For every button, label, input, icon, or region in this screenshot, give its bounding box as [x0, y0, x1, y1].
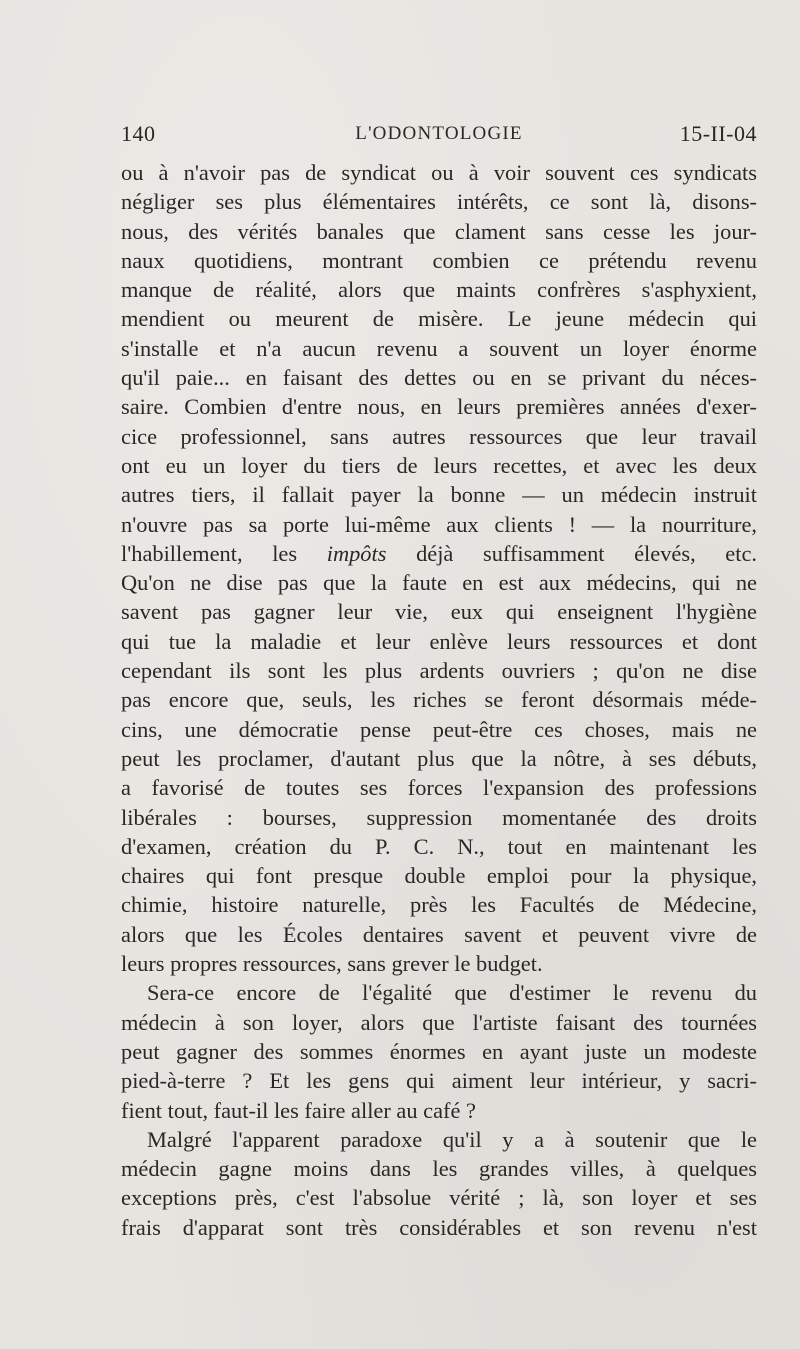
- text-line: n'ouvre pas sa porte lui-même aux clients ! — la nourriture,: [121, 511, 757, 537]
- text-line: ont eu un loyer du tiers de leurs recettes, et avec les deux: [121, 452, 757, 478]
- running-head: [121, 121, 757, 151]
- text-line: Sera-ce encore de l'égalité que d'estimer le revenu du: [147, 980, 757, 1006]
- text-line: libérales : bourses, suppression momentanée des droits: [121, 804, 757, 830]
- text-line: cins, une démocratie pense peut-être ces choses, mais ne: [121, 716, 757, 742]
- text-line: exceptions près, c'est l'absolue vérité ; là, son loyer et ses: [121, 1185, 757, 1211]
- text-line: peut gagner des sommes énormes en ayant juste un modeste: [121, 1038, 757, 1064]
- text-line: pied-à-terre ? Et les gens qui aiment leur intérieur, y sacri-: [121, 1068, 757, 1094]
- text-line: peut les proclamer, d'autant plus que la nôtre, à ses débuts,: [121, 745, 757, 771]
- text-line: pas encore que, seuls, les riches se feront désormais méde-: [121, 687, 757, 713]
- text-line: chimie, histoire naturelle, près les Facultés de Médecine,: [121, 892, 757, 918]
- text-line: Qu'on ne dise pas que la faute en est aux médecins, qui ne: [121, 570, 757, 596]
- text-line: ou à n'avoir pas de syndicat ou à voir souvent ces syndicats: [121, 160, 757, 185]
- text-line: qu'il paie... en faisant des dettes ou en se privant du néces-: [121, 365, 757, 391]
- text-line: a favorisé de toutes ses forces l'expansion des professions: [121, 775, 757, 801]
- text-line: saire. Combien d'entre nous, en leurs premières années d'exer-: [121, 394, 757, 420]
- text-line: d'examen, création du P. C. N., tout en maintenant les: [121, 833, 757, 859]
- italic-word: impôts: [326, 540, 387, 566]
- text-line: alors que les Écoles dentaires savent et peuvent vivre de: [121, 921, 757, 947]
- text-line: manque de réalité, alors que maints confrères s'asphyxient,: [121, 277, 757, 303]
- text-line: nous, des vérités banales que clament sans cesse les jour-: [121, 218, 757, 244]
- text-line: frais d'apparat sont très considérables et son revenu n'est: [121, 1214, 757, 1240]
- text-line: qui tue la maladie et leur enlève leurs ressources et dont: [121, 628, 757, 654]
- text-line: s'installe et n'a aucun revenu a souvent un loyer énorme: [121, 335, 757, 361]
- text-line: négliger ses plus élémentaires intérêts, ce sont là, disons-: [121, 189, 757, 215]
- journal-title: L'ODONTOLOGIE: [355, 123, 523, 144]
- text-line: savent pas gagner leur vie, eux qui enseignent l'hygiène: [121, 599, 757, 625]
- text-run: l'habillement, les: [121, 540, 327, 566]
- text-line: chaires qui font presque double emploi pour la physique,: [121, 863, 757, 889]
- text-line: médecin gagne moins dans les grandes villes, à quelques: [121, 1156, 757, 1182]
- text-line: autres tiers, il fallait payer la bonne — un médecin instruit: [121, 482, 757, 508]
- text-line: naux quotidiens, montrant combien ce prétendu revenu: [121, 247, 757, 273]
- text-line: Malgré l'apparent paradoxe qu'il y a à soutenir que le: [147, 1126, 757, 1152]
- text-line: cice professionnel, sans autres ressources que leur travail: [121, 423, 757, 449]
- issue-date: 15-II-04: [679, 121, 757, 146]
- text-line: cependant ils sont les plus ardents ouvriers ; qu'on ne dise: [121, 658, 757, 684]
- text-line: mendient ou meurent de misère. Le jeune médecin qui: [121, 306, 757, 332]
- text-line-with-italic: [121, 539, 757, 568]
- page-number: 140: [121, 121, 156, 146]
- text-line: médecin à son loyer, alors que l'artiste faisant des tournées: [121, 1009, 757, 1035]
- text-line: fient tout, faut-il les faire aller au café ?: [121, 1097, 476, 1123]
- text-line: leurs propres ressources, sans grever le budget.: [121, 951, 543, 977]
- body-text: [121, 158, 757, 1242]
- text-run: déjà suffisamment élevés, etc.: [386, 540, 757, 566]
